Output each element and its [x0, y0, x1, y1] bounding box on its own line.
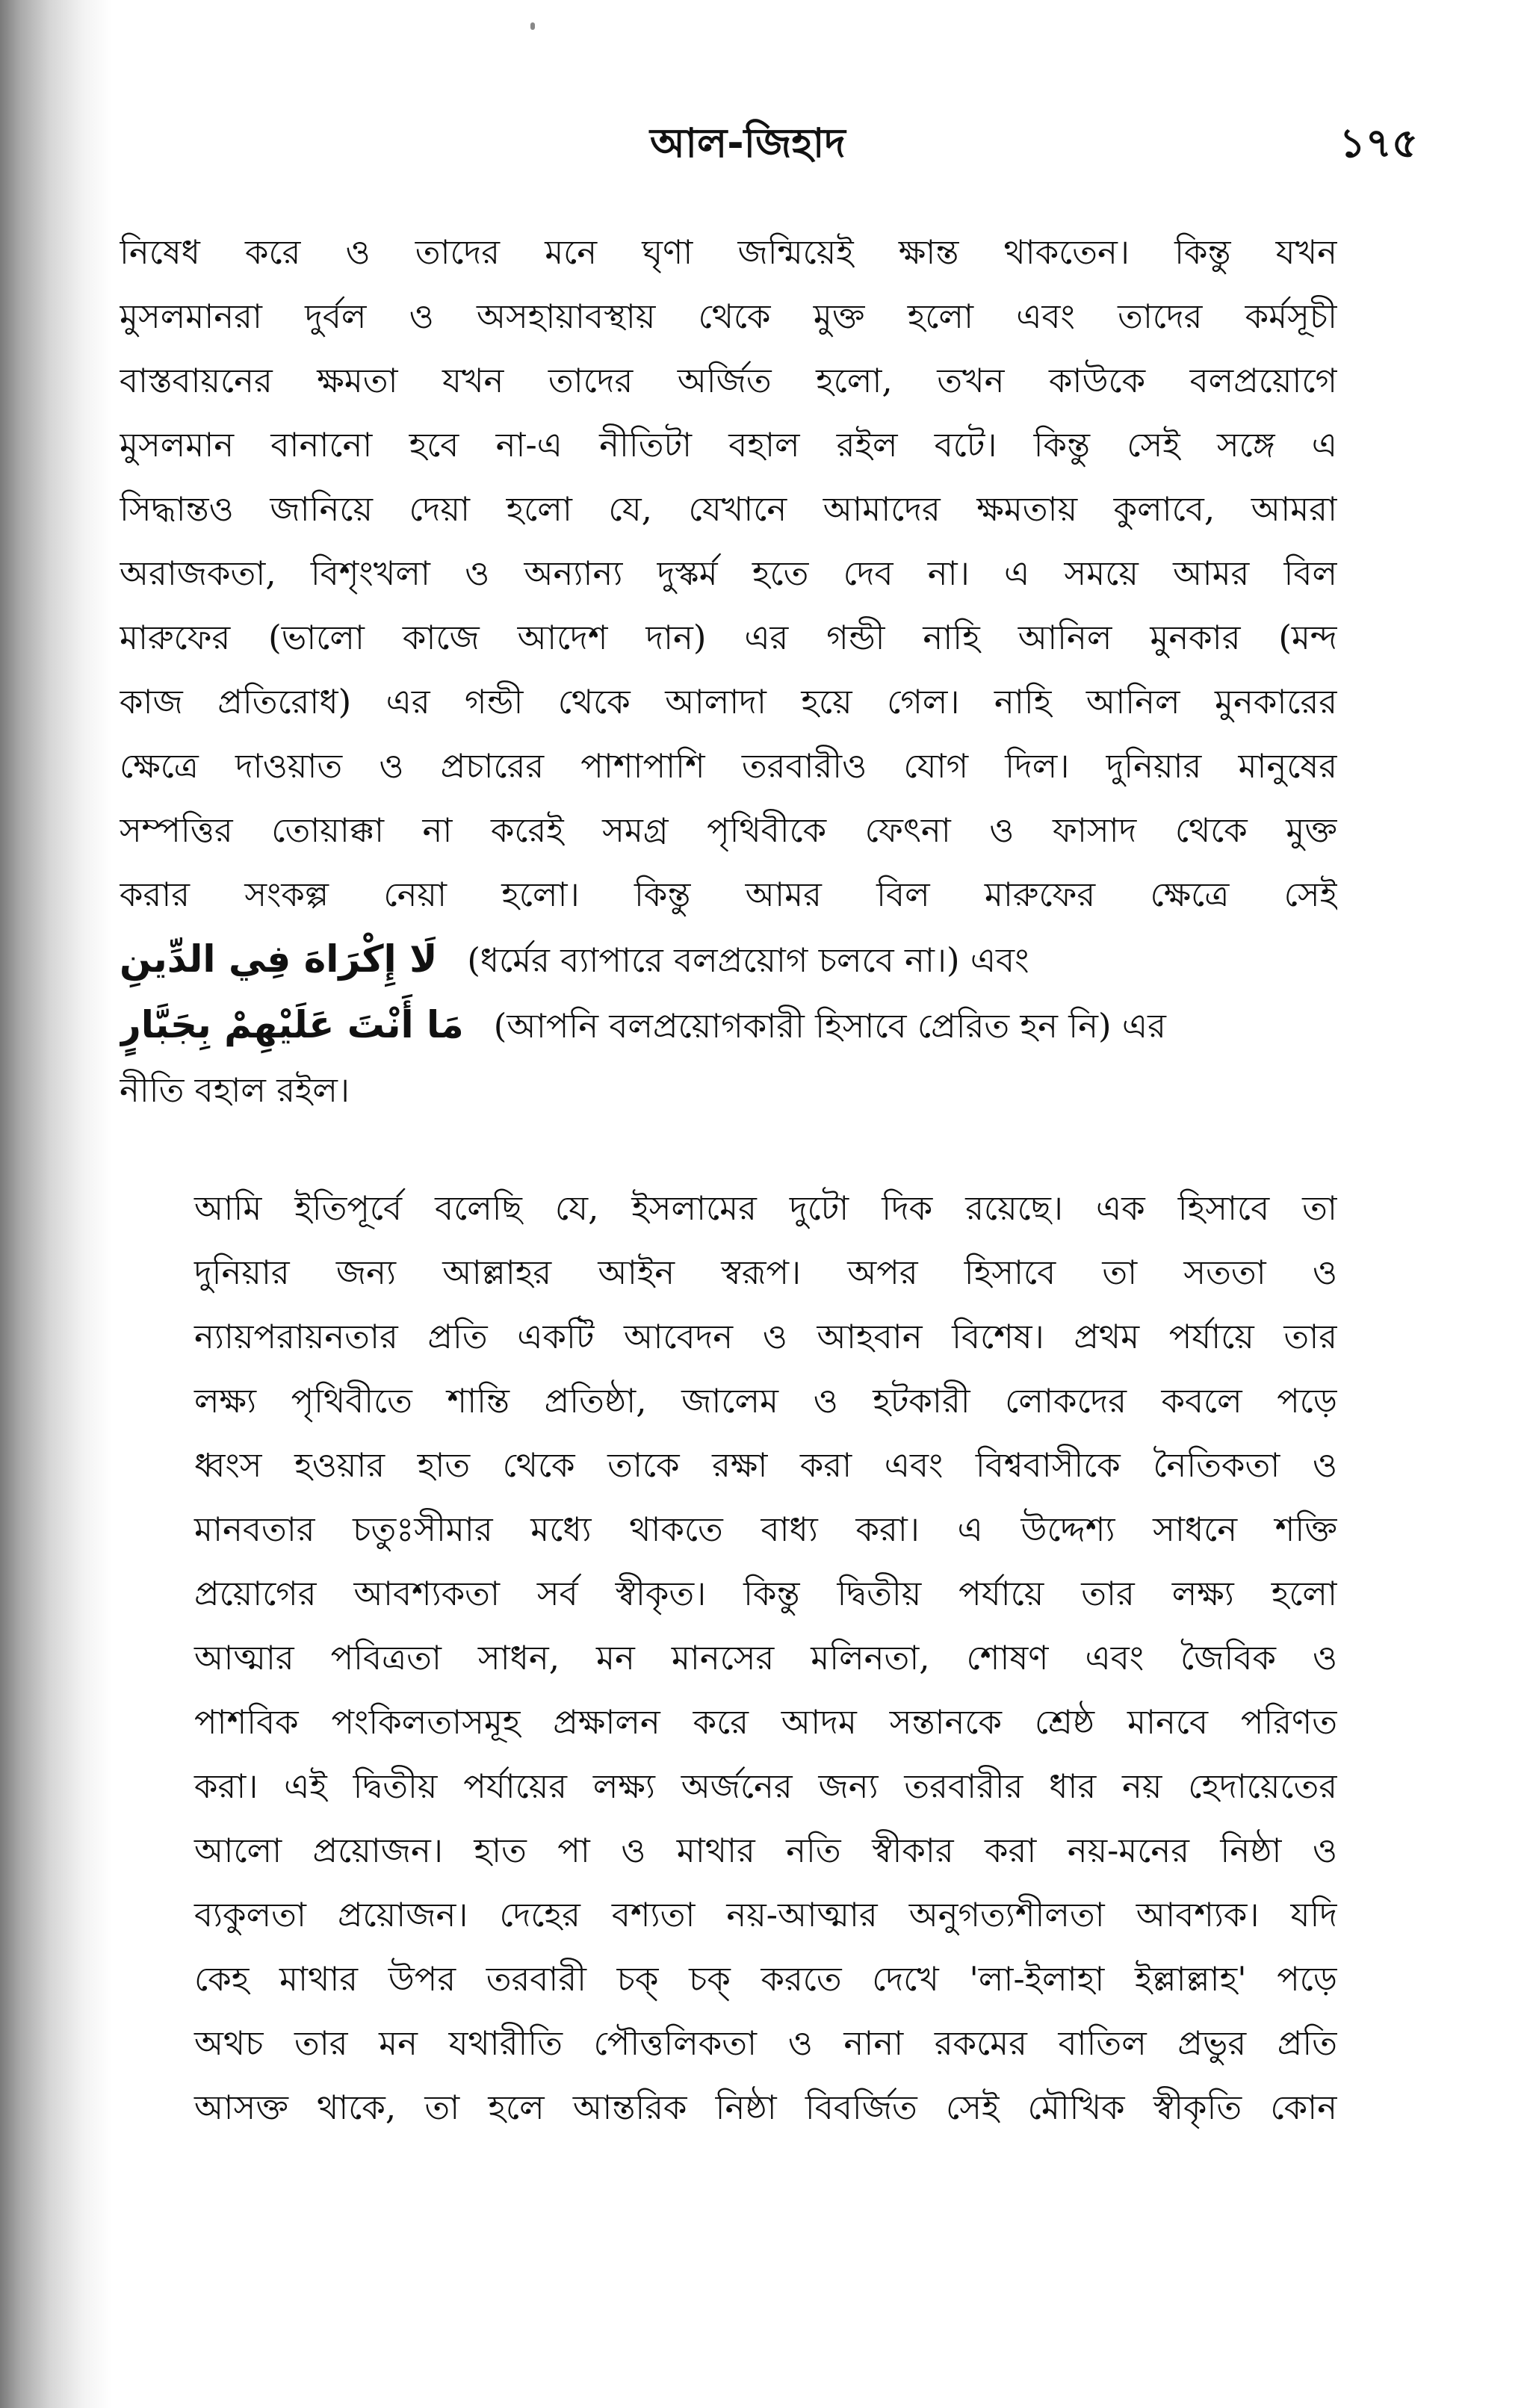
- text-line: মানবতার চতুঃসীমার মধ্যে থাকতে বাধ্য করা। এ উদ্দেশ্য সাধনে শক্তি: [194, 1509, 1337, 1549]
- text-line: ক্ষেত্রে দাওয়াত ও প্রচারের পাশাপাশি তরবারীও যোগ দিল। দুনিয়ার মানুষের: [120, 746, 1337, 786]
- text-line: কেহ মাথার উপর তরবারী চক্ চক্ করতে দেখে 'লা-ইলাহা ইল্লাল্লাহ' পড়ে: [194, 1959, 1337, 1999]
- text-line: মুসলমানরা দুর্বল ও অসহায়াবস্থায় থেকে মুক্ত হলো এবং তাদের কর্মসূচী: [120, 297, 1337, 336]
- text-line: নিষেধ করে ও তাদের মনে ঘৃণা জন্মিয়েই ক্ষান্ত থাকতেন। কিন্তু যখন: [120, 232, 1337, 272]
- text-line: মুসলমান বানানো হবে না-এ নীতিটা বহাল রইল বটে। কিন্তু সেই সঙ্গে এ: [120, 425, 1337, 465]
- text-line: করার সংকল্প নেয়া হলো। কিন্তু আমর বিল মারুফের ক্ষেত্রে সেই: [120, 875, 1337, 914]
- text-line: নীতি বহাল রইল।: [120, 1070, 350, 1110]
- text-line: আত্মার পবিত্রতা সাধন, মন মানসের মলিনতা, শোষণ এবং জৈবিক ও: [194, 1638, 1337, 1678]
- text-line: ন্যায়পরায়নতার প্রতি একটি আবেদন ও আহবান বিশেষ। প্রথম পর্যায়ে তার: [194, 1317, 1337, 1356]
- text-line: লক্ষ্য পৃথিবীতে শান্তি প্রতিষ্ঠা, জালেম ও হটকারী লোকদের কবলে পড়ে: [194, 1381, 1337, 1421]
- body-text: [120, 220, 1337, 2140]
- chapter-title: আল-জিহাদ: [650, 120, 846, 167]
- scan-gutter-shadow: [0, 0, 112, 2408]
- text-line: অথচ তার মন যথারীতি পৌত্তলিকতা ও নানা রকমের বাতিল প্রভুর প্রতি: [194, 2023, 1337, 2063]
- arabic-verse-1: لَا إِكْرَاهَ فِي الدِّينِ: [120, 937, 438, 981]
- text-line: সিদ্ধান্তও জানিয়ে দেয়া হলো যে, যেখানে আমাদের ক্ষমতায় কুলাবে, আমরা: [120, 489, 1337, 529]
- text-line: আসক্ত থাকে, তা হলে আন্তরিক নিষ্ঠা বিবর্জিত সেই মৌখিক স্বীকৃতি কোন: [194, 2088, 1337, 2127]
- text-line: দুনিয়ার জন্য আল্লাহর আইন স্বরূপ। অপর হিসাবে তা সততা ও: [194, 1253, 1337, 1292]
- arabic-quote-line-1: [120, 927, 1337, 993]
- arabic-verse-2: مَا أَنْتَ عَلَيْهِمْ بِجَبَّارٍ: [120, 1003, 464, 1046]
- paragraph-1: [120, 220, 1337, 1123]
- running-header: [112, 112, 1530, 172]
- arabic-verse-1-translation: (ধর্মের ব্যাপারে বলপ্রয়োগ চলবে না।) এবং: [467, 940, 1029, 980]
- text-line: প্রয়োগের আবশ্যকতা সর্ব স্বীকৃত। কিন্তু দ্বিতীয় পর্যায়ে তার লক্ষ্য হলো: [194, 1574, 1337, 1613]
- text-line: বাস্তবায়নের ক্ষমতা যখন তাদের অর্জিত হলো, তখন কাউকে বলপ্রয়োগে: [120, 361, 1337, 400]
- scan-speck: [530, 22, 535, 30]
- text-line: আলো প্রয়োজন। হাত পা ও মাথার নতি স্বীকার করা নয়-মনের নিষ্ঠা ও: [194, 1831, 1337, 1870]
- arabic-quote-line-2: [120, 993, 1337, 1058]
- text-line: অরাজকতা, বিশৃংখলা ও অন্যান্য দুস্কর্ম হতে দেব না। এ সময়ে আমর বিল: [120, 553, 1337, 593]
- text-line: আমি ইতিপূর্বে বলেছি যে, ইসলামের দুটো দিক রয়েছে। এক হিসাবে তা: [194, 1188, 1337, 1228]
- text-line: ধ্বংস হওয়ার হাত থেকে তাকে রক্ষা করা এবং বিশ্ববাসীকে নৈতিকতা ও: [194, 1445, 1337, 1485]
- page-number: ১৭৫: [1339, 120, 1418, 167]
- paragraph-2: [120, 1176, 1337, 2140]
- book-page: [112, 0, 1530, 2408]
- text-line: করা। এই দ্বিতীয় পর্যায়ের লক্ষ্য অর্জনের জন্য তরবারীর ধার নয় হেদায়েতের: [194, 1766, 1337, 1806]
- text-line: কাজ প্রতিরোধ) এর গন্ডী থেকে আলাদা হয়ে গেল। নাহি আনিল মুনকারের: [120, 682, 1337, 722]
- text-line: সম্পত্তির তোয়াক্কা না করেই সমগ্র পৃথিবীকে ফেৎনা ও ফাসাদ থেকে মুক্ত: [120, 810, 1337, 850]
- text-line: মারুফের (ভালো কাজে আদেশ দান) এর গন্ডী নাহি আনিল মুনকার (মন্দ: [120, 618, 1337, 657]
- text-line: পাশবিক পংকিলতাসমূহ প্রক্ষালন করে আদম সন্তানকে শ্রেষ্ঠ মানবে পরিণত: [194, 1702, 1337, 1742]
- text-line: ব্যকুলতা প্রয়োজন। দেহের বশ্যতা নয়-আত্মার অনুগত্যশীলতা আবশ্যক। যদি: [194, 1895, 1337, 1934]
- arabic-verse-2-translation: (আপনি বলপ্রয়োগকারী হিসাবে প্রেরিত হন নি) এর: [493, 1006, 1166, 1046]
